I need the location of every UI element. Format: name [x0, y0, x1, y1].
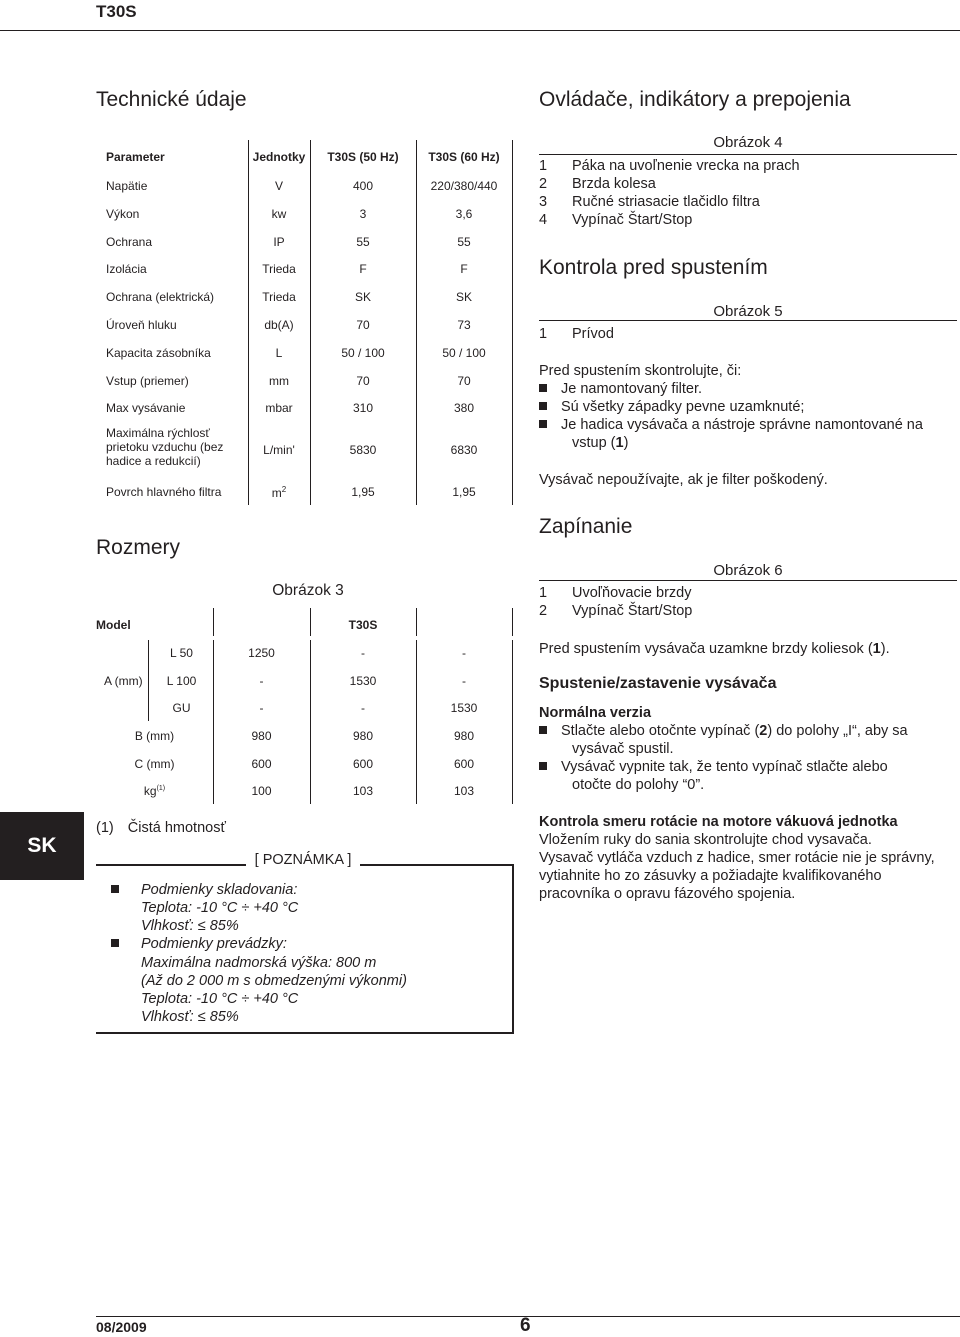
tech-cell-60hz: 1,95	[452, 485, 476, 500]
rotation-line-3: vytiahnite ho zo zásuvky a požiadajte kvalifikovaného	[539, 868, 882, 884]
dim-cell: -	[361, 701, 365, 716]
page-number: 6	[520, 1315, 531, 1336]
tech-cell-parameter: Max vysávanie	[106, 401, 186, 416]
note-op-altitude: Maximálna nadmorská výška: 800 m	[141, 955, 377, 971]
tech-cell-60hz: 50 / 100	[442, 345, 486, 360]
dim-cell: -	[259, 701, 264, 716]
tech-cell-unit: mm	[269, 373, 289, 388]
dim-cell: 600	[251, 756, 272, 771]
tech-cell-60hz: 220/380/440	[430, 178, 498, 193]
table-divider	[310, 640, 311, 804]
rotation-line-4: pracovníka o opravu fázového spojenia.	[539, 886, 796, 902]
table-divider	[512, 608, 513, 636]
dim-cell: 100	[251, 784, 272, 799]
figure-list-item: 1 Páka na uvoľnenie vrecka na prach	[539, 158, 800, 174]
tech-cell-60hz: 3,6	[455, 206, 473, 221]
dim-cell: 980	[453, 729, 475, 743]
tech-cell-parameter: Izolácia	[106, 262, 147, 277]
note-title: [ POZNÁMKA ]	[254, 852, 352, 868]
figure-list-item: 1 Uvoľňovacie brzdy	[539, 585, 692, 601]
dim-cell: 980	[251, 729, 272, 743]
pre-start-check-title: Kontrola pred spustením	[539, 256, 768, 279]
th-units: Jednotky	[252, 150, 306, 164]
dim-a-subtype: L 100	[166, 673, 197, 688]
tech-cell-parameter: Napätie	[106, 178, 148, 193]
note-op-altitude-2: (Až do 2 000 m s obmedzenými výkonmi)	[141, 973, 407, 989]
footnote	[96, 820, 226, 836]
check-item-1: Je namontovaný filter.	[539, 380, 702, 398]
figure-list-item: 2 Vypínač Štart/Stop	[539, 603, 693, 619]
dim-cell: 600	[352, 756, 374, 771]
dim-row-label: B (mm)	[134, 729, 175, 743]
dim-row-label: C (mm)	[134, 756, 175, 771]
tech-cell-parameter: Maximálna rýchlosť prietoku vzduchu (bez hadice a redukcií)	[106, 426, 224, 469]
dim-row-label: $kg^{(1)}$	[143, 784, 166, 799]
dim-cell: 980	[352, 729, 374, 743]
dim-cell: -	[462, 646, 466, 660]
figure-3-label: Obrázok 3	[272, 582, 344, 599]
tech-cell-60hz: 70	[457, 373, 471, 388]
dim-cell: -	[462, 673, 466, 688]
figure-list-item: 3 Ručné striasacie tlačidlo filtra	[539, 194, 760, 210]
controls-title: Ovládače, indikátory a prepojenia	[539, 88, 851, 111]
header-rule	[0, 30, 960, 31]
tech-cell-50hz: 70	[356, 373, 370, 388]
dim-model-value: T30S	[348, 618, 378, 632]
superscript: (1)	[156, 785, 166, 793]
tech-cell-60hz: 380	[453, 401, 475, 416]
start-stop-title: Spustenie/zastavenie vysávača	[539, 675, 777, 692]
figure-4-label: Obrázok 4	[713, 134, 783, 151]
tech-cell-unit: $m^2$	[271, 485, 287, 501]
superscript: 2	[281, 485, 287, 495]
document-model-header: T30S	[96, 2, 137, 21]
figure-6-label: Obrázok 6	[713, 562, 783, 579]
figure-5-rule	[539, 320, 957, 321]
tech-cell-unit: V	[274, 178, 283, 193]
check-item-3-cont: vstup (1)	[572, 435, 629, 451]
tech-cell-unit: kw	[271, 206, 287, 221]
note-op-title: Podmienky prevádzky:	[141, 936, 287, 952]
footnote-number: (1)	[96, 820, 114, 836]
note-op-humidity: Vlhkosť: ≤ 85%	[141, 1009, 239, 1025]
tech-cell-60hz: 73	[457, 317, 471, 332]
figure-5-item: 1 Prívod	[539, 326, 614, 342]
tech-cell-60hz: F	[460, 262, 468, 277]
tech-cell-parameter: Úroveň hluku	[106, 317, 177, 332]
dimensions-title: Rozmery	[96, 536, 181, 559]
tech-cell-parameter: Povrch hlavného filtra	[106, 485, 222, 500]
brake-instruction: Pred spustením vysávača uzamkne brzdy koliesok (1).	[539, 641, 890, 657]
tech-cell-unit: Trieda	[262, 262, 296, 277]
table-divider	[213, 640, 214, 804]
dim-cell: 600	[453, 756, 475, 771]
dim-cell: 1250	[248, 646, 275, 660]
rotation-line-1: Vložením ruky do sania skontrolujte chod vysavača.	[539, 832, 872, 848]
figure-list-item: 2 Brzda kolesa	[539, 176, 656, 192]
dim-cell: -	[361, 646, 365, 660]
th-50hz: T30S (50 Hz)	[327, 150, 399, 164]
tech-cell-50hz: 1,95	[351, 485, 375, 500]
tech-cell-parameter: Ochrana (elektrická)	[106, 290, 215, 305]
tech-cell-unit: mbar	[265, 401, 293, 416]
check-intro: Pred spustením skontrolujte, či:	[539, 363, 742, 379]
tech-cell-50hz: 310	[352, 401, 374, 416]
tech-cell-50hz: F	[359, 262, 367, 277]
dim-cell: 1530	[450, 701, 478, 716]
th-60hz: T30S (60 Hz)	[428, 150, 500, 164]
check-item-2: Sú všetky západky pevne uzamknuté;	[539, 398, 804, 416]
tech-cell-60hz: 6830	[450, 443, 478, 458]
note-bullet	[111, 885, 119, 893]
dim-cell: 1530	[349, 673, 377, 688]
tech-cell-60hz: SK	[455, 290, 472, 305]
dim-a-subtype: L 50	[170, 646, 193, 660]
table-divider	[512, 140, 513, 505]
table-divider	[213, 608, 214, 636]
normal-step-1: Stlačte alebo otočnte vypínač (2) do polohy „I“, aby sa	[539, 722, 908, 740]
dim-model-label: Model	[96, 618, 131, 632]
table-divider	[416, 640, 417, 804]
table-divider	[512, 640, 513, 804]
tech-cell-unit: Trieda	[262, 290, 296, 305]
switch-on-title: Zapínanie	[539, 515, 633, 538]
footnote-text: Čistá hmotnosť	[127, 820, 226, 836]
tech-cell-50hz: 5830	[349, 443, 377, 458]
normal-step-1-cont: vysávač spustil.	[572, 741, 674, 757]
figure-list-item: 4 Vypínač Štart/Stop	[539, 212, 693, 228]
note-bullet	[111, 939, 119, 947]
table-divider	[148, 640, 149, 721]
tech-cell-50hz: 55	[356, 234, 370, 249]
footer-date: 08/2009	[96, 1319, 147, 1335]
note-storage-humidity: Vlhkosť: ≤ 85%	[141, 918, 239, 934]
tech-cell-50hz: 3	[359, 206, 367, 221]
check-warning: Vysávač nepoužívajte, ak je filter poškodený.	[539, 472, 828, 488]
tech-cell-parameter: Výkon	[106, 206, 140, 221]
figure-6-rule	[539, 580, 957, 581]
figure-5-label: Obrázok 5	[713, 303, 783, 320]
tech-cell-parameter: Kapacita zásobníka	[106, 345, 211, 360]
normal-step-2-cont: otočte do polohy “0”.	[572, 777, 705, 793]
note-storage-temp: Teplota: -10 °C ÷ +40 °C	[141, 900, 299, 916]
language-tab: SK	[0, 812, 84, 880]
tech-cell-unit: L/min'	[263, 443, 295, 458]
tech-cell-50hz: SK	[354, 290, 371, 305]
rotation-line-2: Vysavač vytláča vzduch z hadice, smer rotácie nie je správny,	[539, 850, 935, 866]
tech-cell-unit: L	[275, 345, 283, 360]
dim-cell: 103	[453, 784, 475, 799]
rotation-check-title: Kontrola smeru rotácie na motore vákuová jednotka	[539, 814, 898, 830]
figure-4-rule	[539, 154, 957, 155]
tech-cell-50hz: 70	[356, 317, 370, 332]
tech-cell-unit: db(A)	[264, 317, 294, 332]
note-op-temp: Teplota: -10 °C ÷ +40 °C	[141, 991, 299, 1007]
table-divider	[416, 608, 417, 636]
check-item-3: Je hadica vysávača a nástroje správne namontované na	[539, 416, 923, 434]
tech-cell-60hz: 55	[457, 234, 471, 249]
tech-cell-parameter: Ochrana	[106, 234, 153, 249]
normal-step-2: Vysávač vypnite tak, že tento vypínač stlačte alebo	[539, 758, 888, 776]
note-storage-title: Podmienky skladovania:	[141, 882, 298, 898]
tech-cell-50hz: 400	[352, 178, 374, 193]
normal-version-title: Normálna verzia	[539, 705, 652, 721]
dim-cell: -	[259, 673, 264, 688]
tech-cell-unit: IP	[273, 234, 285, 249]
dim-cell: 103	[352, 784, 374, 799]
tech-cell-parameter: Vstup (priemer)	[106, 373, 189, 388]
tech-data-title: Technické údaje	[96, 88, 247, 111]
dim-a-subtype: GU	[172, 701, 191, 716]
th-parameter: Parameter	[106, 150, 165, 164]
tech-cell-50hz: 50 / 100	[341, 345, 385, 360]
dim-a-label: A (mm)	[104, 674, 143, 688]
